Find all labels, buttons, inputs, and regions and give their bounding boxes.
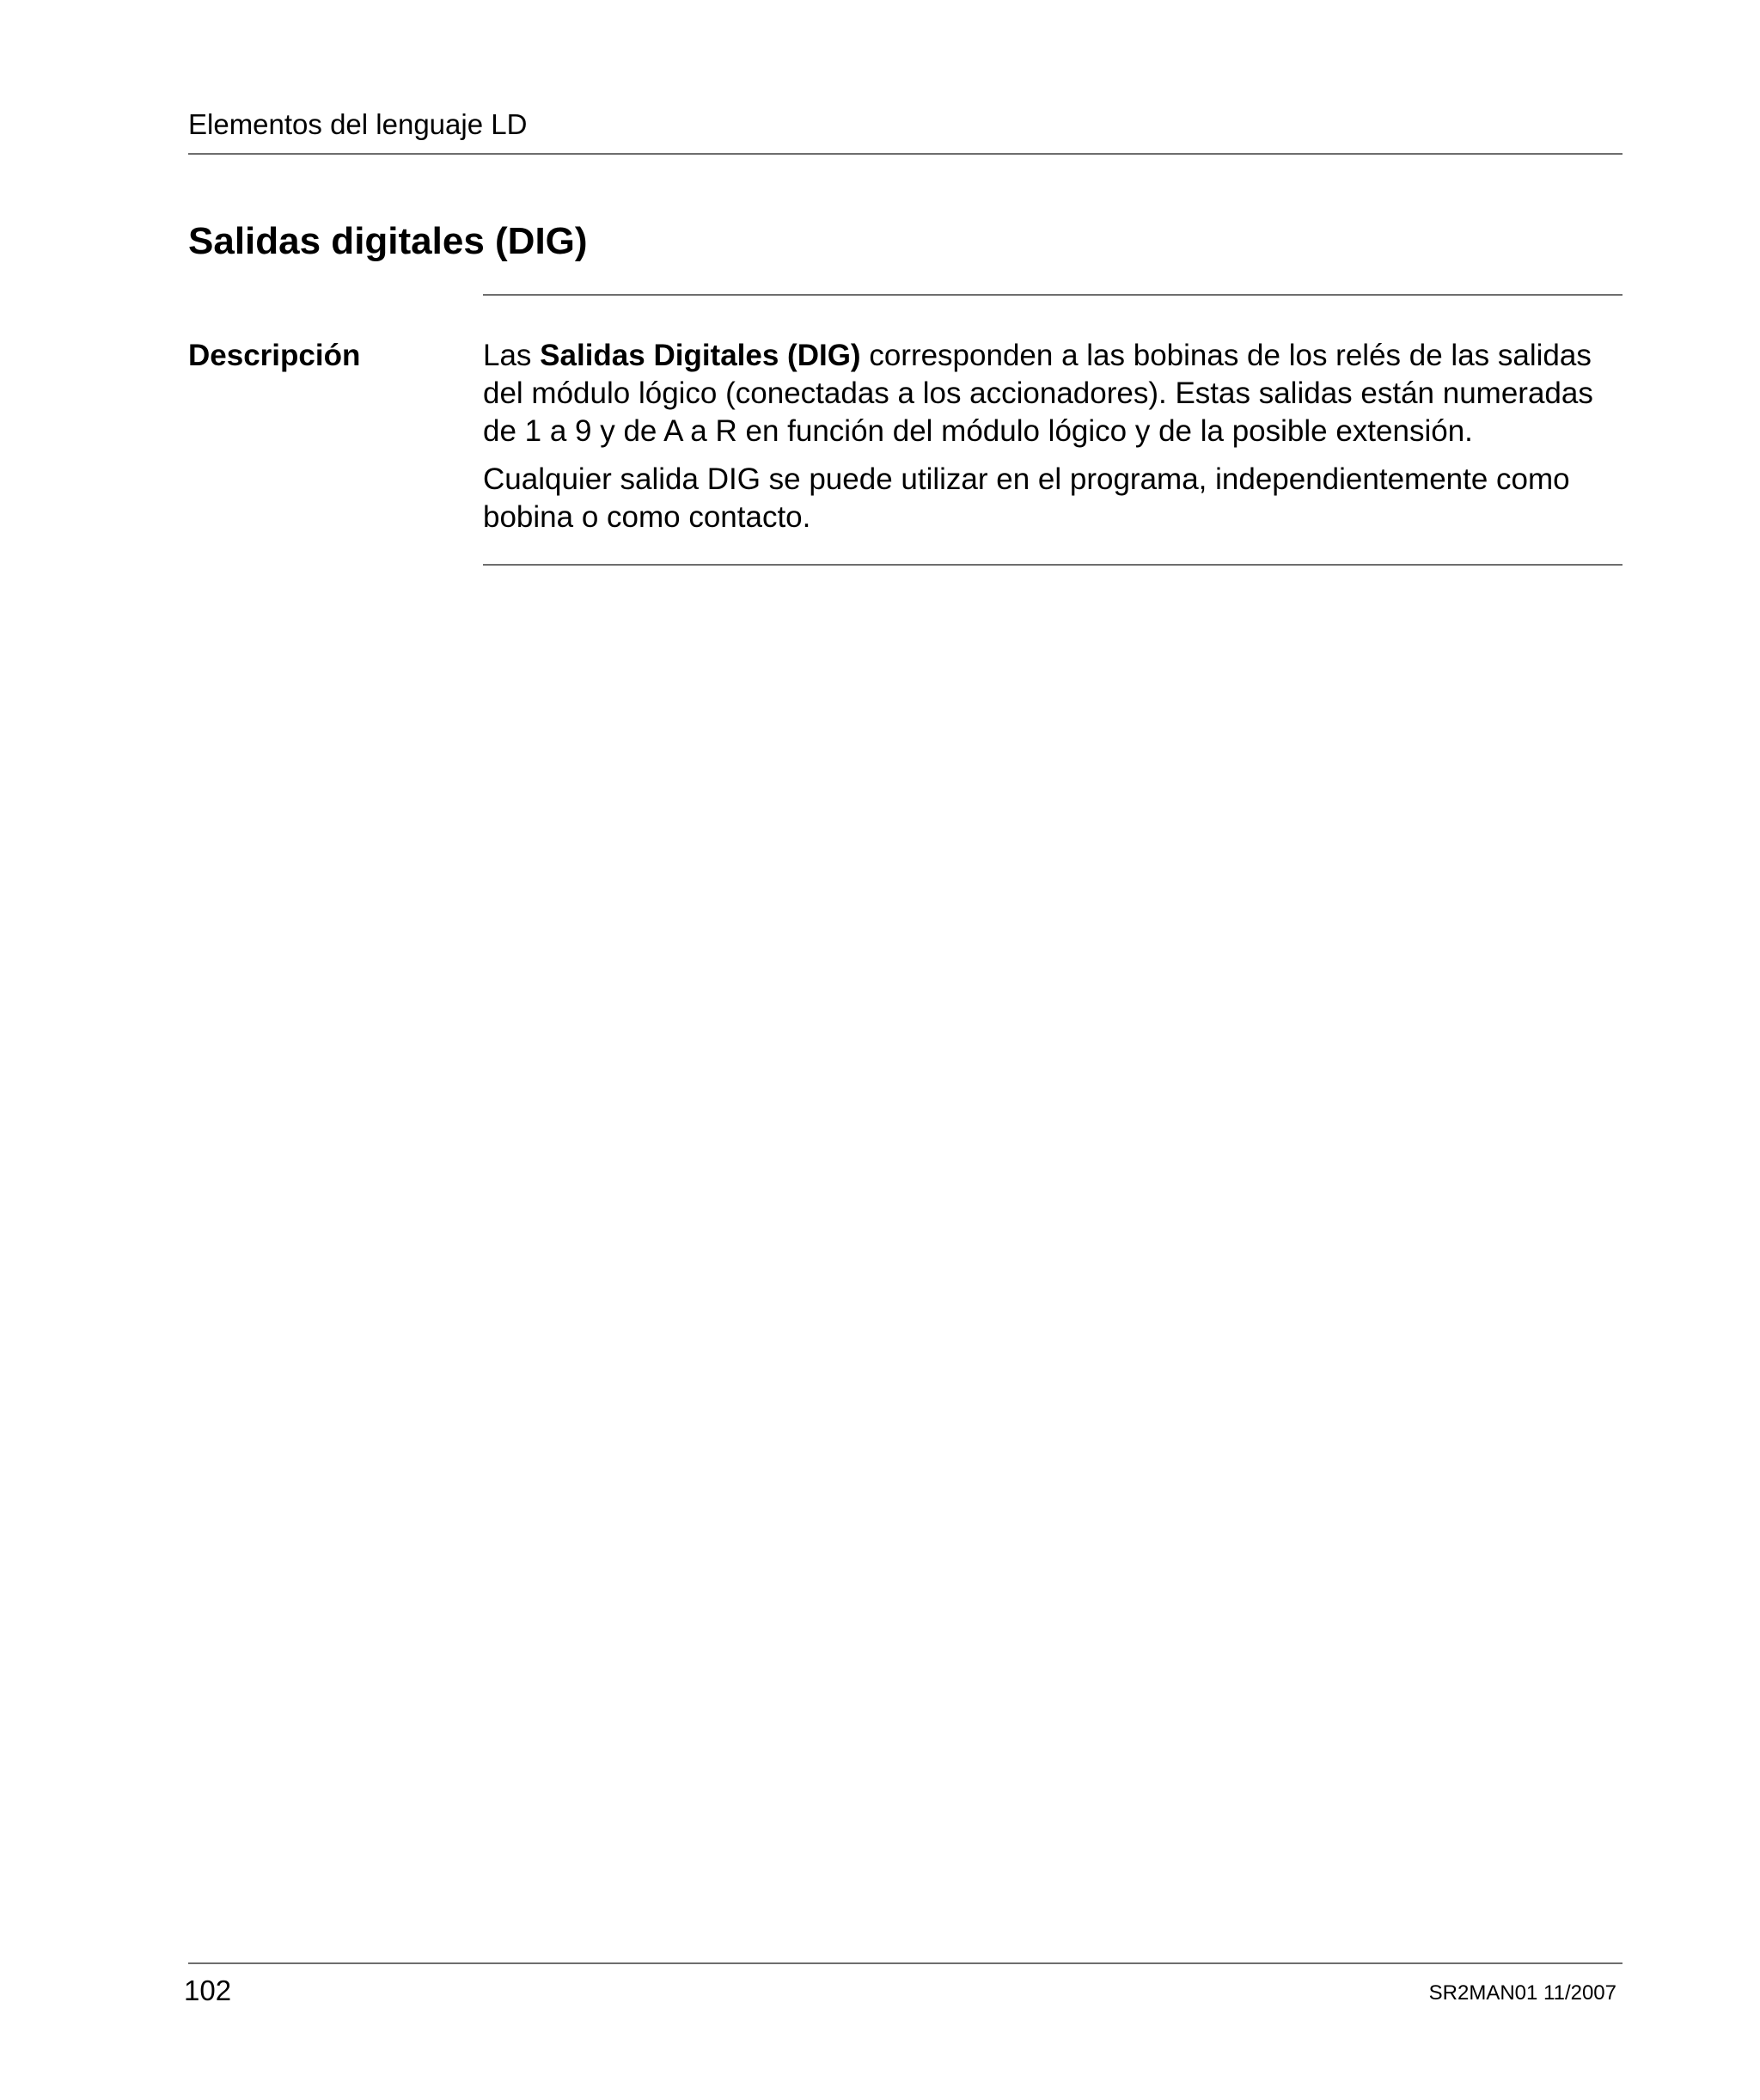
- section-body: [483, 337, 1622, 547]
- paragraph-1-line-1-rest: corresponden a las bobinas de los relés de las salidas: [860, 339, 1592, 372]
- section-bottom-divider: [483, 564, 1622, 566]
- page-title: Salidas digitales (DIG): [188, 220, 588, 262]
- document-reference: SR2MAN01 11/2007: [1428, 1981, 1616, 2005]
- paragraph-1-line-3: de 1 a 9 y de A a R en función del módulo lógico y de la posible extensión.: [483, 414, 1473, 448]
- paragraph-1-line-1: [483, 337, 1622, 375]
- section-label: Descripción: [188, 339, 361, 372]
- description-paragraph-1: [483, 337, 1622, 450]
- running-header: Elementos del lenguaje LD: [188, 108, 528, 140]
- paragraph-2-line-2: bobina o como contacto.: [483, 500, 811, 534]
- description-paragraph-2: [483, 461, 1622, 536]
- paragraph-1-intro: Las: [483, 339, 541, 372]
- page-number: 102: [184, 1974, 232, 2006]
- term-salidas-digitales: Salidas Digitales (DIG): [540, 339, 861, 372]
- footer-divider: [188, 1962, 1622, 1964]
- section-top-divider: [483, 294, 1622, 296]
- header-divider: [188, 153, 1622, 155]
- paragraph-2-line-1: Cualquier salida DIG se puede utilizar en el programa, independientemente como: [483, 462, 1570, 496]
- paragraph-1-line-2: del módulo lógico (conectadas a los accionadores). Estas salidas están numeradas: [483, 377, 1593, 410]
